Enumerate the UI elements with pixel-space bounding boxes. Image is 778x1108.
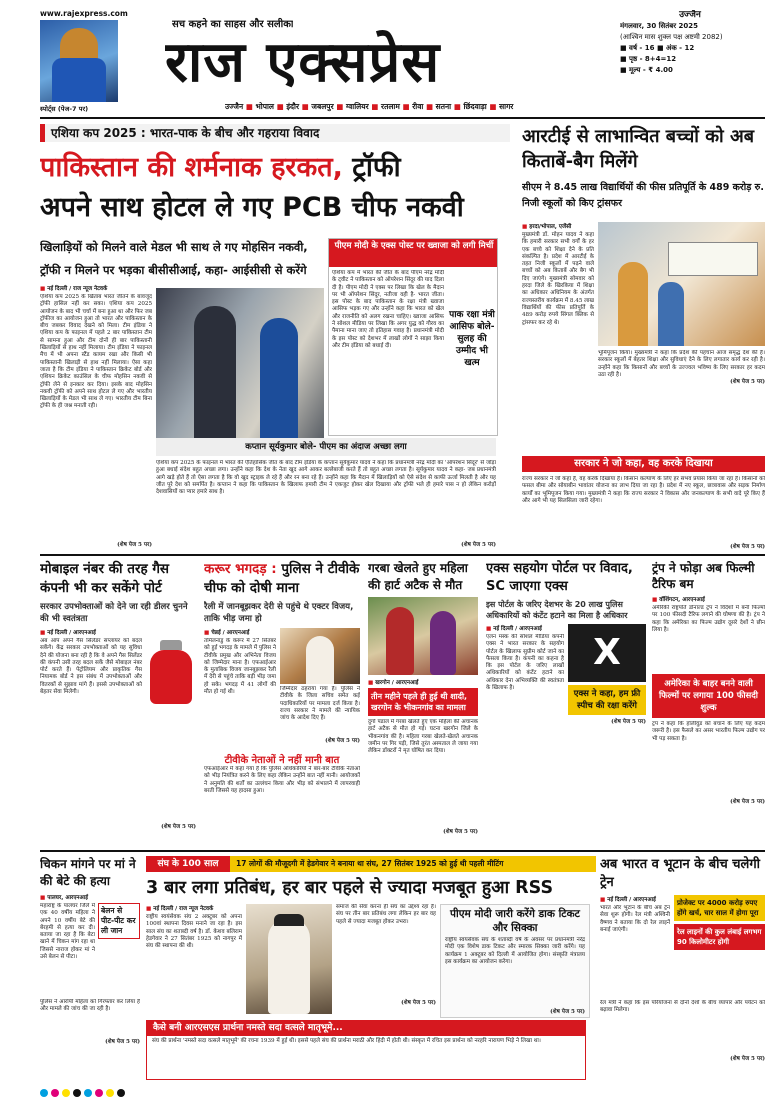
karur-subhead: रैली में जानबूझकर देरी से पहुंचे थे एक्टर विजय, ताकि भीड़ जमा हो	[204, 602, 354, 624]
edition-item[interactable]: छिंदवाड़ा	[463, 102, 487, 111]
person-figure	[658, 282, 684, 346]
karur-headline-red: करूर भगदड़ :	[204, 561, 277, 577]
rte-body: मुख्यमंत्री डॉ. मोहन यादव ने कहा कि हमारी सरकार सभी वर्गों के हर एक बच्चे को शिक्षा देने के प्रति संकल्पित है। प्रदेश में आरटीई के तहत निजी स्कूलों में पढ़ने वाले बच्चों को अब किताबें और बैग भी दिए जाएंगे। मुख्यमंत्री सोमवार को हरदा जिले के खिरकिया में शिक्षा का अधिकार अधिनियम के अंतर्गत राज्यस्तरीय कार्यक्रम में 8.45 लाख विद्यार्थियों की फीस प्रतिपूर्ति के 489 करोड़ रुपये सिंगल क्लिक से ट्रांसफर कर रहे थे।	[522, 232, 594, 326]
rss-kicker: 17 लोगों की मौजूदगी में हेडगेवार ने बनाया था संघ, 27 सितंबर 1925 को हुई थी पहली मीटिंग	[236, 859, 504, 868]
issue-date: मंगलवार, 30 सितंबर 2025	[620, 22, 699, 30]
rss-body-2: समाज की सेवा करना ही संघ का उद्देश्य रहा है। संघ पर तीन बार प्रतिबंध लगा लेकिन हर बार वह पहले से ज्यादा मजबूत होकर उभरा।	[336, 904, 436, 925]
continued-note[interactable]: (शेष पेज 5 पर)	[117, 542, 152, 548]
dateline: ■ नई दिल्ली / आरएनआई	[486, 624, 564, 632]
chicken-story	[40, 856, 140, 1078]
pages-info: ■ पृष्ठ - 8+4=12	[620, 55, 677, 63]
mobile-body: अब आप अपने गैस सिलेंडर सप्लायर को बदल सकेंगे। केंद्र सरकार उपभोक्ताओं को यह सुविधा देने की योजना बना रही है कि वे अपने गैस सिलेंडर की कंपनी उसी तरह बदल सकें जैसे मोबाइल नंबर पोर्ट करते हैं। पेट्रोलियम और प्राकृतिक गैस नियामक बोर्ड ने इस संबंध में उपभोक्ताओं और वितरकों से सुझाव मांगे हैं। इससे उपभोक्ताओं को बेहतर सेवा मिलेगी।	[40, 638, 142, 696]
x-portal-subhead: इस पोर्टल के जरिए देशभर के 20 लाख पुलिस अधिकारियों को कंटेंट हटाने का मिला है अधिकार	[486, 600, 628, 620]
x-portal-box[interactable]: एक्स ने कहा, हम फ्री स्पीच की रक्षा करेंगे	[568, 685, 646, 715]
lead-column-1	[40, 284, 152, 552]
edition-item[interactable]: रतलाम	[381, 102, 400, 111]
garba-story	[368, 560, 478, 846]
dateline: ■ पालघर, आरएनआई	[40, 893, 140, 901]
garba-body: दुर्गा पंडाल में गरबा खेलते हुए एक महिला की अचानक हार्ट अटैक से मौत हो गई। घटना खरगोन जिले के भीकनगांव की है। महिला गरबा खेलते-खेलते अचानक जमीन पर गिर पड़ी, जिसे तुरंत अस्पताल ले जाया गया लेकिन डॉक्टरों ने मृत घोषित कर दिया।	[368, 719, 478, 755]
sarkar-body-wrap	[522, 476, 765, 552]
jersey	[52, 58, 106, 102]
trump-story	[652, 560, 765, 846]
dateline: ■ खरगोन / आरएनआई	[368, 678, 478, 686]
person-figure	[260, 318, 298, 438]
modi-box-body: एशिया कप में भारत की जीत के बाद पीएम नरेंद्र मोदी के ट्वीट ने पाकिस्तान को ऑपरेशन सिंदूर की याद दिला दी है। पीएम मोदी ने एक्स पर लिखा कि खेल के मैदान पर भी ऑपरेशन सिंदूर, नतीजा वही है- भारत जीता। इस पोस्ट के बाद पाकिस्तान के रक्षा मंत्री ख्वाजा आसिफ भड़क गए और उन्होंने कहा कि भारत को खेल और राजनीति को अलग रखना चाहिए। ख्वाजा आसिफ ने सोशल मीडिया पर लिखा कि अगर युद्ध को गौरव का पैमाना माना जाए तो इतिहास गवाह है। प्रधानमंत्री मोदी के इस पोस्ट को देशभर में लाखों लोगों ने साझा किया और टीम इंडिया को बधाई दी।	[332, 270, 444, 349]
modi-box-quote: पाक रक्षा मंत्री आसिफ बोले- सुलह की उम्मीद भी खत्म	[449, 310, 495, 368]
edition-item[interactable]: इंदौर	[286, 102, 300, 111]
trump-body: अमेरिकी राष्ट्रपति डोनाल्ड ट्रंप ने विदेशों में बनी फिल्मों पर 100 फीसदी टैरिफ लगाने की घोषणा की है। ट्रंप ने कहा कि अमेरिका का फिल्म उद्योग दूसरे देशों ने छीन लिया है।	[652, 605, 765, 633]
continued-note[interactable]: (शेष पेज 5 पर)	[105, 1039, 140, 1045]
rss-prayer-box	[146, 1020, 586, 1080]
cheque-board	[668, 242, 758, 276]
edition-item[interactable]: सागर	[499, 102, 514, 111]
volume-info: ■ वर्ष - 16 ■ अंक - 12	[620, 44, 695, 52]
lead-headline-black: ट्रॉफी	[352, 152, 401, 183]
rte-column-1	[522, 222, 594, 452]
modi-box-title[interactable]: पीएम मोदी के एक्स पोस्ट पर ख्वाजा को लगी मिर्ची	[329, 239, 498, 267]
person-figure	[306, 636, 334, 684]
trump-box[interactable]: अमेरिका के बाहर बनने वाली फिल्मों पर लगाया 100 फीसदी शुल्क	[652, 674, 765, 718]
coin-story	[440, 904, 590, 1018]
continued-note[interactable]: (शेष पेज 5 पर)	[730, 544, 765, 550]
dateline: ■ नई दिल्ली / आरएनआई	[40, 628, 196, 636]
rss-column-2	[336, 904, 436, 1014]
person-figure	[194, 306, 236, 438]
dateline: ■ नई दिल्ली / आरएनआई	[600, 895, 670, 903]
chicken-body: महाराष्ट्र के पालघर जिले में एक 40 वर्षीय महिला ने अपने 10 वर्षीय बेटे की बेरहमी से हत्या कर दी। बताया जा रहा है कि बेटा खाने में चिकन मांग रहा था जिससे नाराज होकर मां ने उसे बेलन से पीटा।	[40, 903, 95, 961]
edition-item[interactable]: सतना	[435, 102, 452, 111]
edition-item[interactable]: ग्वालियर	[345, 102, 369, 111]
garba-headline[interactable]: गरबा खेलते हुए महिला की हार्ट अटैक से मौत	[368, 561, 468, 592]
continued-note[interactable]: (शेष पेज 5 पर)	[401, 1000, 436, 1006]
masthead-rule	[40, 117, 765, 119]
sarkar-body: राज्य सरकार ने जो कहा है, वह करके दिखाया है। किसान कल्याण के लिए हर संभव प्रयास किया जा रहा है। किसानों को फसल बीमा और सोयाबीन भावांतर योजना का लाभ दिया जा रहा है। प्रदेश में नए स्कूल, छात्रावास और सड़क निर्माण कार्यों का भूमिपूजन किया गया। मुख्यमंत्री ने कहा कि राज्य सरकार ने विकास और जनकल्याण के सभी वादे पूरे किए हैं और आगे भी यह सिलसिला जारी रहेगा।	[522, 476, 765, 504]
person-figure	[268, 918, 310, 1014]
lead-subhead: खिलाड़ियों को मिलने वाले मेडल भी साथ ले गए मोहसिन नकवी, ट्रॉफी न मिलने पर भड़का बीसीसीआई, कहा- आईसीसी से करेंगे	[40, 240, 308, 277]
person-figure	[618, 262, 648, 346]
dateline: ■ चेन्नई / आरएनआई	[204, 628, 276, 636]
karur-sub-headline[interactable]: टीवीके नेताओं ने नहीं मानी बात	[224, 755, 340, 766]
price-info: ■ मूल्य - ₹ 4.00	[620, 66, 673, 74]
lead-photo[interactable]	[156, 288, 324, 438]
samvat-date: (आश्विन मास शुक्ल पक्ष अष्टमी 2082)	[620, 33, 723, 41]
rss-body: राष्ट्रीय स्वयंसेवक संघ 2 अक्टूबर को अपना 100वां स्थापना दिवस मनाने जा रहा है। इस साल संघ का शताब्दी वर्ष है। डॉ. केशव बलिराम हेडगेवार ने 27 सितंबर 1925 को नागपुर में संघ की स्थापना की थी।	[146, 914, 242, 950]
masthead	[0, 0, 778, 118]
rss-prayer-body: संघ की प्रार्थना 'नमस्ते सदा वत्सले मातृभूमे' की रचना 1939 में हुई थी। इससे पहले संघ की प्रार्थना मराठी और हिंदी में होती थी। संस्कृत में रचित इस प्रार्थना को नरहरि नारायण भिड़े ने लिखा था।	[152, 1038, 541, 1044]
rss-kicker-bar	[146, 856, 596, 872]
rss-photo[interactable]	[246, 904, 332, 1014]
continued-note[interactable]: (शेष पेज 5 पर)	[325, 738, 360, 744]
karur-headline-black: पुलिस ने टीवीके चीफ को दोषी माना	[204, 561, 360, 596]
rte-photo[interactable]	[598, 222, 765, 346]
photo-caption: कप्तान सूर्यकुमार बोले- पीएम का अंदाज अच्छा लगा	[156, 438, 496, 456]
karur-photo[interactable]	[280, 628, 360, 684]
section-rule	[40, 850, 765, 852]
newspaper-title: राज एक्सप्रेस	[165, 30, 441, 95]
garba-box[interactable]: तीन महीने पहले ही हुई थी शादी, खरगोन के भीकनगांव का मामला	[368, 688, 478, 716]
mobile-story	[40, 560, 196, 846]
continued-note[interactable]: (शेष पेज 5 पर)	[611, 719, 646, 725]
edition-item[interactable]: रीवा	[412, 102, 424, 111]
lead-column-2	[156, 460, 496, 552]
coin-body: राष्ट्रीय स्वयंसेवक संघ के शताब्दी वर्ष के अवसर पर प्रधानमंत्री नरेंद्र मोदी एक विशेष डाक टिकट और स्मारक सिक्का जारी करेंगे। यह कार्यक्रम 1 अक्टूबर को दिल्ली में आयोजित होगा। संस्कृति मंत्रालय इस कार्यक्रम का आयोजन करेगा।	[445, 937, 585, 965]
mobile-subhead: सरकार उपभोक्ताओं को देने जा रही डीलर चुनने की भी स्वतंत्रता	[40, 602, 188, 624]
bhutan-body: भारत और भूटान के बीच अब ट्रेन सेवा शुरू होगी। रेल मंत्री अश्विनी वैष्णव ने बताया कि दो रेल लाइनें बनाई जाएंगी।	[600, 905, 670, 933]
gas-cylinder-icon	[146, 640, 196, 704]
lead-kicker: एशिया कप 2025 : भारत-पाक के बीच और गहराया विवाद	[40, 124, 510, 142]
chicken-headline[interactable]: चिकन मांगने पर मां ने की बेटे की हत्या	[40, 857, 136, 888]
rte-subhead: सीएम ने 8.45 लाख विद्यार्थियों की फीस प्रतिपूर्ति के 489 करोड़ रु. निजी स्कूलों को किए ट्रांसफर	[522, 182, 764, 209]
person-figure	[386, 607, 414, 675]
dateline: ■ नई दिल्ली / राज न्यूज नेटवर्क	[40, 284, 152, 292]
rss-headline[interactable]: 3 बार लगा प्रतिबंध, हर बार पहले से ज्यादा मजबूत हुआ RSS	[146, 878, 554, 898]
bhutan-fact-2: रेल लाइनों की कुल लंबाई लगभग 90 किलोमीटर होगी	[674, 924, 765, 950]
section-rule	[40, 554, 765, 556]
continued-note[interactable]: (शेष पेज 5 पर)	[730, 1056, 765, 1062]
person-figure	[430, 611, 456, 675]
bhutan-body-2: रेल मंत्री ने कहा कि इस परियोजना से दोनों देशों के बीच व्यापार और पर्यटन को बढ़ावा मिलेगा।	[600, 1000, 765, 1014]
dateline: ■ वॉशिंगटन, आरएनआई	[652, 595, 765, 603]
dateline: ■ नई दिल्ली / राज न्यूज नेटवर्क	[146, 904, 242, 912]
continued-note[interactable]: (शेष पेज 5 पर)	[461, 542, 496, 548]
sports-photo[interactable]	[40, 20, 118, 102]
continued-note[interactable]: (शेष पेज 5 पर)	[730, 379, 765, 386]
x-portal-story	[486, 560, 646, 846]
garba-photo[interactable]	[368, 597, 478, 675]
edition-item[interactable]: भोपाल	[255, 102, 274, 111]
karur-body: तमिलनाडु के करूर में 27 सितंबर को हुई भगदड़ के मामले में पुलिस ने टीवीके प्रमुख और अभिनेता विजय को जिम्मेदार माना है। एफआईआर के मुताबिक विजय जानबूझकर रैली में देरी से पहुंचे ताकि बड़ी भीड़ जमा हो सके। भगदड़ में 41 लोगों की मौत हो गई थी।	[204, 638, 276, 696]
karur-story	[204, 560, 360, 846]
karur-sub-body: एफआईआर में कहा गया है कि पुलिस अधिकारियों ने बार-बार टीवीके नेताओं को भीड़ नियंत्रित करने के लिए कहा लेकिन उन्होंने बात नहीं मानी। आयोजकों ने अनुमति की शर्तों का उल्लंघन किया और भीड़ को संभालने में लापरवाही बरती जिससे यह हादसा हुआ।	[204, 766, 360, 794]
edition-city: उज्जैन	[679, 10, 701, 20]
x-portal-body: एलन मस्क की सोशल मीडिया कंपनी एक्स ने भारत सरकार के सहयोग पोर्टल के खिलाफ सुप्रीम कोर्ट जाने का फैसला किया है। कंपनी का कहना है कि इस पोर्टल के जरिए लाखों अधिकारियों को कंटेंट हटाने का अधिकार देना अभिव्यक्ति की स्वतंत्रता के खिलाफ है।	[486, 634, 564, 692]
mobile-headline[interactable]: मोबाइल नंबर की तरह गैस कंपनी भी कर सकेंगे पोर्ट	[40, 561, 170, 596]
rte-column-2	[598, 350, 765, 450]
lead-body: एशिया कप 2025 के खिताब भारत जीतने के बावजूद ट्रॉफी हासिल नहीं कर सका। एशिया कप 2025 आयोजन के बाद भी चर्चा में बना हुआ था और फिर जब ट्रॉफीज का आयोजन हुआ तो भारत और पाकिस्तान के बीच जबकर विवाद देखने को मिला। टीम इंडिया ने एशिया कप के फाइनल में पहले 2 बार पाकिस्तान टीम से सामना हुआ और टीम दोनों ही बार पाकिस्तानी खिलाड़ियों से हाथ नहीं मिलाया। टीम इंडिया ने फाइनल मैच में भी अपना स्टैंड कायम रखा और किसी भी पाकिस्तानी खिलाड़ी से हाथ नहीं मिलाया। ऐसा कहा जाता है कि टीम इंडिया ने पाकिस्तान क्रिकेट बोर्ड और एशियन क्रिकेट काउंसिल के चीफ मोहसिन नकवी से ट्रॉफी लेने से इनकार कर दिया। इसके बाद मोहसिन नकवी ट्रॉफी को अपने साथ होटल ले गए और भारतीय खिलाड़ियों के मेडल भी साथ ले गए। भारतीय टीम बिना ट्रॉफी के ही जश्न मनाती रही।	[40, 294, 152, 410]
chicken-body-2: पुलिस ने आरोपी महिला को गिरफ्तार कर लिया है और मामले की जांच की जा रही है।	[40, 999, 140, 1013]
print-color-strip	[40, 1088, 765, 1098]
sports-label[interactable]: स्पोर्ट्स (पेज-7 पर)	[40, 105, 89, 113]
lead-body-2: एशिया कप 2025 के फाइनल में भारत की ऐतिहासिक जीत के बाद टीम इंडिया के कप्तान सूर्यकुमार यादव ने कहा कि प्रधानमंत्री नरेंद्र मोदी का 'ऑपरेशन सिंदूर' से जोड़ा हुआ बधाई संदेश बहुत अच्छा लगा। उन्होंने कहा कि देश के नेता खुद आगे आकर बल्लेबाजी करते हैं तो बहुत अच्छा लगता है। सूर्यकुमार यादव ने कहा- जब प्रधानमंत्री आगे खड़े होते हैं तो ऐसा लगता है कि वो खुद स्ट्राइक ले रहे हैं और रन बना रहे हैं। उन्होंने कहा कि मैदान में खिलाड़ियों को ऐसे संदेश से काफी ऊर्जा मिलती है और यह जीत पूरे देश को समर्पित है। कप्तान ने कहा कि पाकिस्तान के खिलाफ हमारी टीम ने एकजुट होकर खेल दिखाया और ट्रॉफी भले ही हमारे पास न हो लेकिन करोड़ों देशवासियों का प्यार हमारे साथ है।	[156, 460, 496, 496]
trump-body-2: ट्रंप ने कहा कि हॉलीवुड को बचाने के लिए यह कदम जरूरी है। इस फैसले का असर भारतीय फिल्म उद्योग पर भी पड़ सकता है।	[652, 721, 765, 742]
chicken-box[interactable]: बेलन से पीट-पीट कर ली जान	[98, 903, 140, 939]
edition-box	[620, 10, 760, 102]
rss-label: संघ के 100 साल	[146, 856, 230, 872]
edition-item[interactable]: उज्जैन	[225, 102, 244, 111]
x-logo-icon: X	[568, 624, 646, 682]
bhutan-headline[interactable]: अब भारत व भूटान के बीच चलेगी ट्रेन	[600, 857, 761, 890]
site-url[interactable]: www.rajexpress.com	[40, 9, 128, 18]
bhutan-fact-1: प्रोजेक्ट पर 4000 करोड़ रुपए होंगे खर्च, चार साल में होगा पूरा	[674, 895, 765, 921]
edition-item[interactable]: जबलपुर	[311, 102, 334, 111]
rte-headline[interactable]: आरटीई से लाभान्वित बच्चों को अब किताबें-बैग मिलेंगे	[522, 126, 754, 172]
sarkar-headline[interactable]: सरकार ने जो कहा, वह करके दिखाया	[574, 458, 713, 469]
continued-note[interactable]: (शेष पेज 5 पर)	[161, 824, 196, 830]
coin-headline[interactable]: पीएम मोदी जारी करेंगे डाक टिकट और सिक्का	[450, 908, 580, 934]
edition-bar: उज्जैन ■ भोपाल ■ इंदौर ■ जबलपुर ■ ग्वालियर ■ रतलाम ■ रीवा ■ सतना ■ छिंदवाड़ा ■ सागर	[225, 102, 514, 111]
rte-body-2: भूमिपूजन किया। मुख्यमंत्री ने कहा कि प्रदेश की पहचान आज समृद्ध देश की है। सरकार स्कूलों में बेहतर शिक्षा और सुविधाएं देने के लिए लगातार कार्य कर रही है। उन्होंने कहा कि किसानों और बच्चों के उज्ज्वल भविष्य के लिए सरकार हर कदम उठा रही है।	[598, 350, 765, 378]
continued-note[interactable]: (शेष पेज 5 पर)	[550, 1009, 585, 1015]
rss-prayer-title[interactable]: कैसे बनी आरएसएस प्रार्थना नमस्ते सदा वत्सले मातृभूमे...	[147, 1021, 585, 1036]
dateline: ■ हरदा/भोपाल, एजेंसी	[522, 222, 594, 230]
lead-headline-black: अपने साथ होटल ले गए PCB चीफ नकवी	[40, 192, 464, 223]
continued-note[interactable]: (शेष पेज 5 पर)	[443, 829, 478, 835]
lead-headline-red: पाकिस्तान की शर्मनाक हरकत,	[40, 152, 343, 183]
cap	[274, 914, 304, 926]
trump-headline[interactable]: ट्रंप ने फोड़ा अब फिल्मी टैरिफ बम	[652, 561, 755, 591]
modi-box	[328, 238, 498, 436]
lead-headline[interactable]	[40, 148, 520, 232]
slogan: सच कहने का साहस और सलीका	[172, 19, 294, 30]
sarkar-bar	[522, 456, 765, 472]
karur-headline[interactable]	[204, 560, 360, 598]
bhutan-story	[600, 856, 765, 1078]
x-portal-headline[interactable]: एक्स सहयोग पोर्टल पर विवाद, SC जाएगा एक्स	[486, 561, 633, 594]
karur-body-2: जिम्मेदार ठहराया गया है। पुलिस ने टीवीके के जिला सचिव समेत कई पदाधिकारियों पर मामला दर्ज किया है। राज्य सरकार ने मामले की न्यायिक जांच के आदेश दिए हैं।	[280, 686, 360, 722]
continued-note[interactable]: (शेष पेज 5 पर)	[730, 799, 765, 805]
